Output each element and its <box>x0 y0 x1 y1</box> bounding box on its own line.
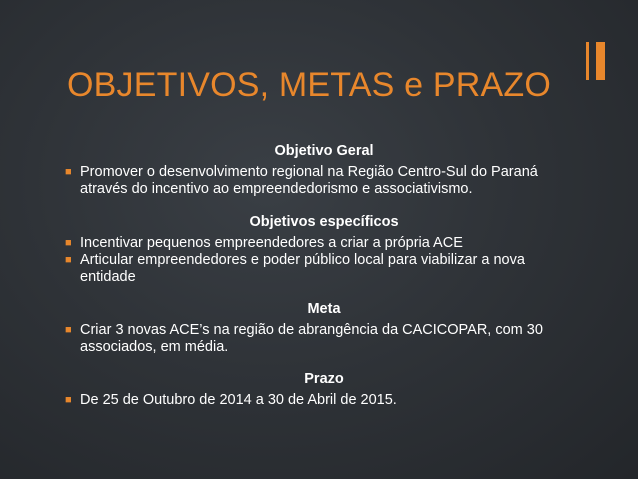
section-heading-prazo: Prazo <box>304 371 344 387</box>
decorative-bar-thick <box>596 42 605 80</box>
square-bullet-icon: ■ <box>65 166 72 178</box>
list-item <box>64 392 584 409</box>
list-item <box>64 164 584 198</box>
bullet-text: Criar 3 novas ACE’s na região de abrangência da CACICOPAR, com 30 associados, em média. <box>80 322 543 355</box>
slide-title: OBJETIVOS, METAS e PRAZO <box>67 66 552 104</box>
square-bullet-icon: ■ <box>65 254 72 266</box>
section-heading-objetivo-geral: Objetivo Geral <box>274 143 374 159</box>
square-bullet-icon: ■ <box>65 324 72 336</box>
section-heading-meta: Meta <box>307 301 341 317</box>
list-item <box>64 252 584 286</box>
bullet-text: Incentivar pequenos empreendedores a criar a própria ACE <box>80 235 463 251</box>
square-bullet-icon: ■ <box>65 394 72 406</box>
square-bullet-icon: ■ <box>65 237 72 249</box>
slide-body <box>64 143 584 409</box>
list-item <box>64 322 584 356</box>
bullet-text: Promover o desenvolvimento regional na Região Centro-Sul do Paraná através do incentivo ao empreendedorismo e associativismo. <box>80 164 538 197</box>
bullet-text: De 25 de Outubro de 2014 a 30 de Abril de 2015. <box>80 392 397 408</box>
bullet-text: Articular empreendedores e poder público local para viabilizar a nova entidade <box>80 252 525 285</box>
list-item <box>64 235 584 252</box>
section-heading-objetivos-especificos: Objetivos específicos <box>249 214 399 230</box>
decorative-bar-thin <box>586 42 589 80</box>
